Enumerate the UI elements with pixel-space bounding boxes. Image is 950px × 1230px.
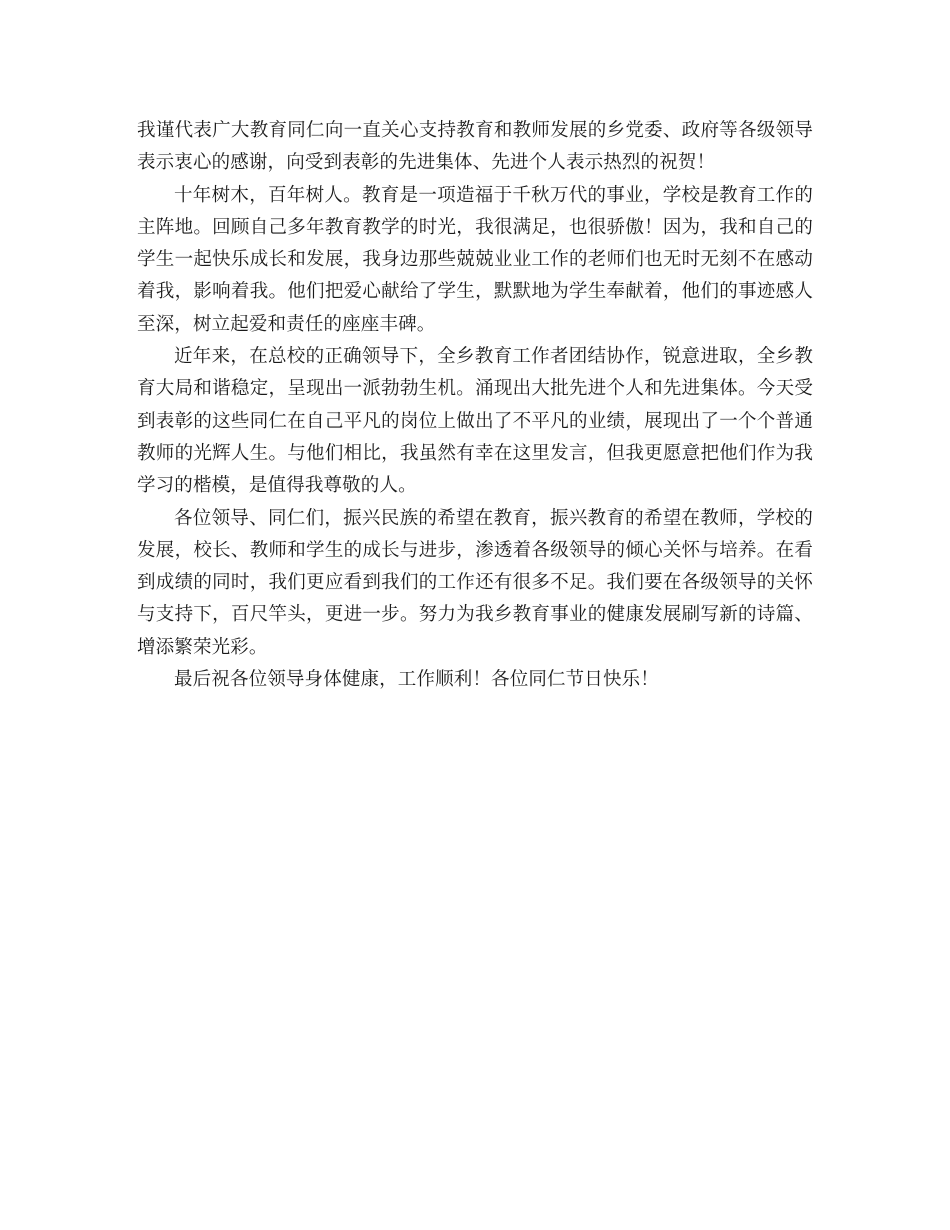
paragraph-thanks: 我谨代表广大教育同仁向一直关心支持教育和教师发展的乡党委、政府等各级领导表示衷心的感谢，向受到表彰的先进集体、先进个人表示热烈的祝贺！	[137, 120, 813, 174]
paragraph-hope-and-future: 各位领导、同仁们，振兴民族的希望在教育，振兴教育的希望在教师，学校的发展，校长、教师和学生的成长与进步，渗透着各级领导的倾心关怀与培养。在看到成绩的同时，我们更应看到我们的工作还有很多不足。我们要在各级领导的关怀与支持下，百尺竿头，更进一步。努力为我乡教育事业的健康发展刷写新的诗篇、增添繁荣光彩。	[137, 507, 813, 658]
paragraph-education-mission: 十年树木，百年树人。教育是一项造福于千秋万代的事业，学校是教育工作的主阵地。回顾自己多年教育教学的时光，我很满足，也很骄傲！因为，我和自己的学生一起快乐成长和发展，我身边那些兢兢业业工作的老师们也无时无刻不在感动着我，影响着我。他们把爱心献给了学生，默默地为学生奉献着，他们的事迹感人至深，树立起爱和责任的座座丰碑。	[137, 184, 813, 335]
paragraph-recent-achievements: 近年来，在总校的正确领导下，全乡教育工作者团结协作，锐意进取，全乡教育大局和谐稳定，呈现出一派勃勃生机。涌现出大批先进个人和先进集体。今天受到表彰的这些同仁在自己平凡的岗位上做出了不平凡的业绩，展现出了一个个普通教师的光辉人生。与他们相比，我虽然有幸在这里发言，但我更愿意把他们作为我学习的楷模，是值得我尊敬的人。	[137, 346, 813, 497]
paragraph-closing-wishes: 最后祝各位领导身体健康，工作顺利！各位同仁节日快乐！	[174, 669, 659, 691]
document-body	[137, 115, 813, 696]
